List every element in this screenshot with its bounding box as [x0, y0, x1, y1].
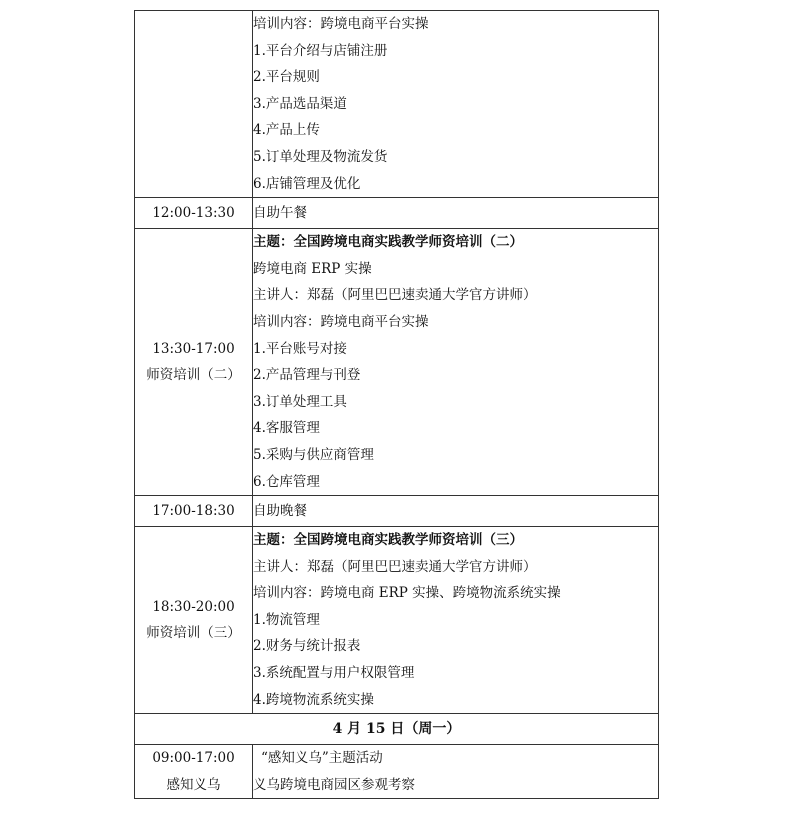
time-cell	[135, 527, 253, 714]
time-cell	[135, 496, 253, 527]
session-title: 主题：全国跨境电商实践教学师资培训（二）	[253, 234, 523, 251]
session-label: 师资培训（三）	[146, 625, 241, 642]
content-line: 主讲人：郑磊（阿里巴巴速卖通大学官方讲师）	[253, 287, 537, 304]
schedule-row	[135, 745, 659, 799]
content-line: 6.店铺管理及优化	[253, 175, 361, 192]
schedule-row	[135, 496, 659, 527]
content-line: “感知义乌”主题活动	[261, 750, 383, 767]
session-title: 主题：全国跨境电商实践教学师资培训（三）	[253, 532, 523, 549]
content-line: 1.物流管理	[253, 611, 320, 628]
content-line: 2.平台规则	[253, 69, 320, 86]
schedule-row	[135, 527, 659, 714]
time-cell	[135, 745, 253, 799]
content-line: 3.产品选品渠道	[253, 95, 347, 112]
content-line: 义乌跨境电商园区参观考察	[253, 776, 415, 793]
content-line: 4.跨境物流系统实操	[253, 691, 374, 708]
schedule-table	[134, 10, 659, 799]
day-header-row	[135, 714, 659, 745]
content-line: 主讲人：郑磊（阿里巴巴速卖通大学官方讲师）	[253, 558, 537, 575]
schedule-row	[135, 198, 659, 229]
content-cell	[253, 527, 659, 714]
time-cell	[135, 11, 253, 198]
content-cell	[253, 229, 659, 496]
content-line: 自助午餐	[253, 205, 307, 222]
content-line: 4.客服管理	[253, 420, 320, 437]
time-range: 17:00-18:30	[152, 503, 235, 520]
content-line: 跨境电商 ERP 实操	[253, 260, 372, 277]
session-label: 师资培训（二）	[146, 367, 241, 384]
schedule-row	[135, 11, 659, 198]
content-line: 4.产品上传	[253, 122, 320, 139]
content-line: 2.财务与统计报表	[253, 638, 361, 655]
time-range: 09:00-17:00	[152, 750, 235, 767]
content-line: 培训内容：跨境电商 ERP 实操、跨境物流系统实操	[253, 585, 561, 602]
time-range: 13:30-17:00	[152, 341, 235, 358]
time-range: 12:00-13:30	[152, 205, 235, 222]
content-cell	[253, 496, 659, 527]
day-header: 4 月 15 日（周一）	[135, 714, 659, 745]
time-range: 18:30-20:00	[152, 599, 235, 616]
time-cell	[135, 198, 253, 229]
content-line: 自助晚餐	[253, 503, 307, 520]
content-line: 培训内容：跨境电商平台实操	[253, 313, 429, 330]
content-line: 3.系统配置与用户权限管理	[253, 665, 415, 682]
content-line: 2.产品管理与刊登	[253, 367, 361, 384]
session-label: 感知义乌	[166, 776, 221, 793]
content-line: 6.仓库管理	[253, 473, 320, 490]
content-line: 培训内容：跨境电商平台实操	[253, 16, 429, 32]
content-cell	[253, 745, 659, 799]
content-cell	[253, 198, 659, 229]
content-line: 1.平台账号对接	[253, 340, 347, 357]
content-cell	[253, 11, 659, 198]
content-line: 1.平台介绍与店铺注册	[253, 42, 388, 59]
content-line: 5.采购与供应商管理	[253, 446, 374, 463]
time-cell	[135, 229, 253, 496]
content-line: 3.订单处理工具	[253, 393, 347, 410]
content-line: 5.订单处理及物流发货	[253, 148, 388, 165]
schedule-row	[135, 229, 659, 496]
